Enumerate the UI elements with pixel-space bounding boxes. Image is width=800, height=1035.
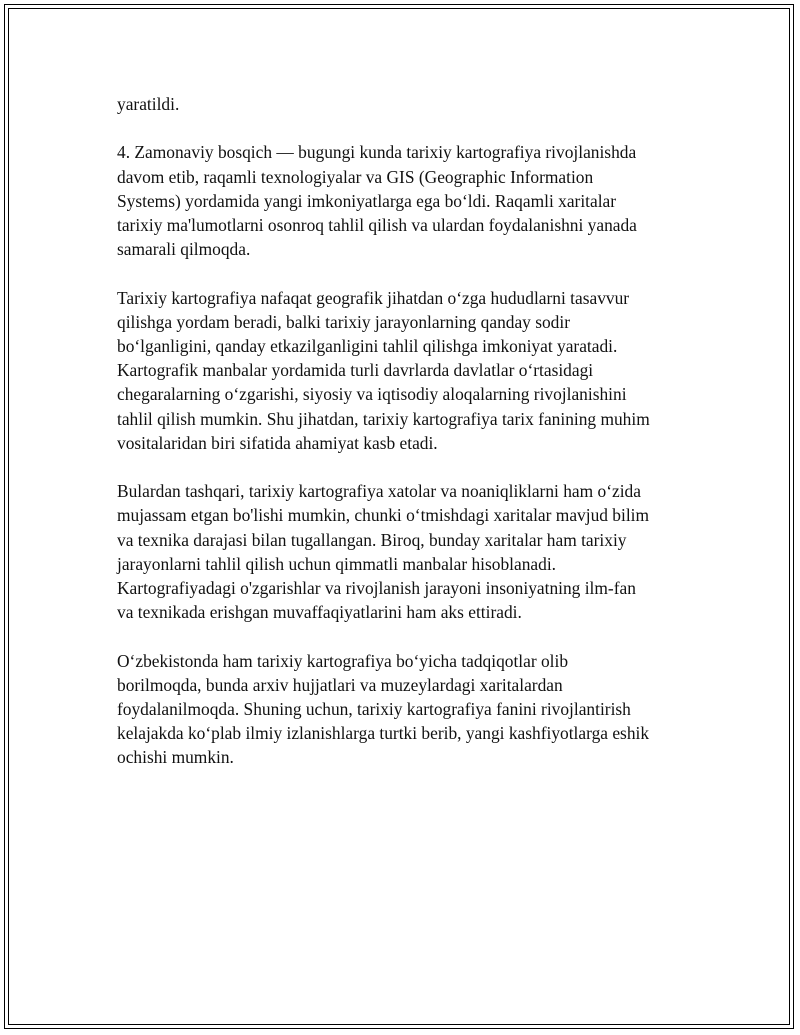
paragraph-historical-cartography-role: Tarixiy kartografiya nafaqat geografik jihatdan o‘zga hududlarni tasavvur qilishga yordam beradi, balki tarixiy jarayonlarning qanday sodir bo‘lganligini, qanday etkazilganligini tahlil qilishga imkoniyat yaratadi. Kartografik manbalar yordamida turli davrlarda davlatlar o‘rtasidagi chegaralarning o‘zgarishi, siyosiy va iqtisodiy aloqalarning rivojlanishini tahlil qilish mumkin. Shu jihatdan, tarixiy kartografiya tarix fanining muhim vositalaridan biri sifatida ahamiyat kasb etadi. [117,287,650,453]
paragraph-errors-and-inaccuracies: Bulardan tashqari, tarixiy kartografiya xatolar va noaniqliklarni ham o‘zida mujassam etgan bo'lishi mumkin, chunki o‘tmishdagi xaritalar mavjud bilim va texnika darajasi bilan tugallangan. Biroq, bunday xaritalar ham tarixiy jarayonlarni tahlil qilish uchun qimmatli manbalar hisoblanadi. Kartografiyadagi o'zgarishlar va rivojlanish jarayoni insoniyatning ilm-fan va texnikada erishgan muvaffaqiyatlarini ham aks ettiradi. [117,481,650,623]
document-body [117,92,697,794]
paragraph-continuation: yaratildi. [117,94,180,114]
paragraph-modern-stage: 4. Zamonaviy bosqich — bugungi kunda tarixiy kartografiya rivojlanishda davom etib, raqamli texnologiyalar va GIS (Geographic Information Systems) yordamida yangi imkoniyatlarga ega bo‘ldi. Raqamli xaritalar tarixiy ma'lumotlarni osonroq tahlil qilish va ulardan foydalanishni yanada samarali qilmoqda. [117,142,637,260]
paragraph-uzbekistan-research: O‘zbekistonda ham tarixiy kartografiya bo‘yicha tadqiqotlar olib borilmoqda, bunda arxiv hujjatlari va muzeylardagi xaritalardan foydalanilmoqda. Shuning uchun, tarixiy kartografiya fanini rivojlantirish kelajakda ko‘plab ilmiy izlanishlarga turtki berib, yangi kashfiyotlarga eshik ochishi mumkin. [117,650,650,768]
